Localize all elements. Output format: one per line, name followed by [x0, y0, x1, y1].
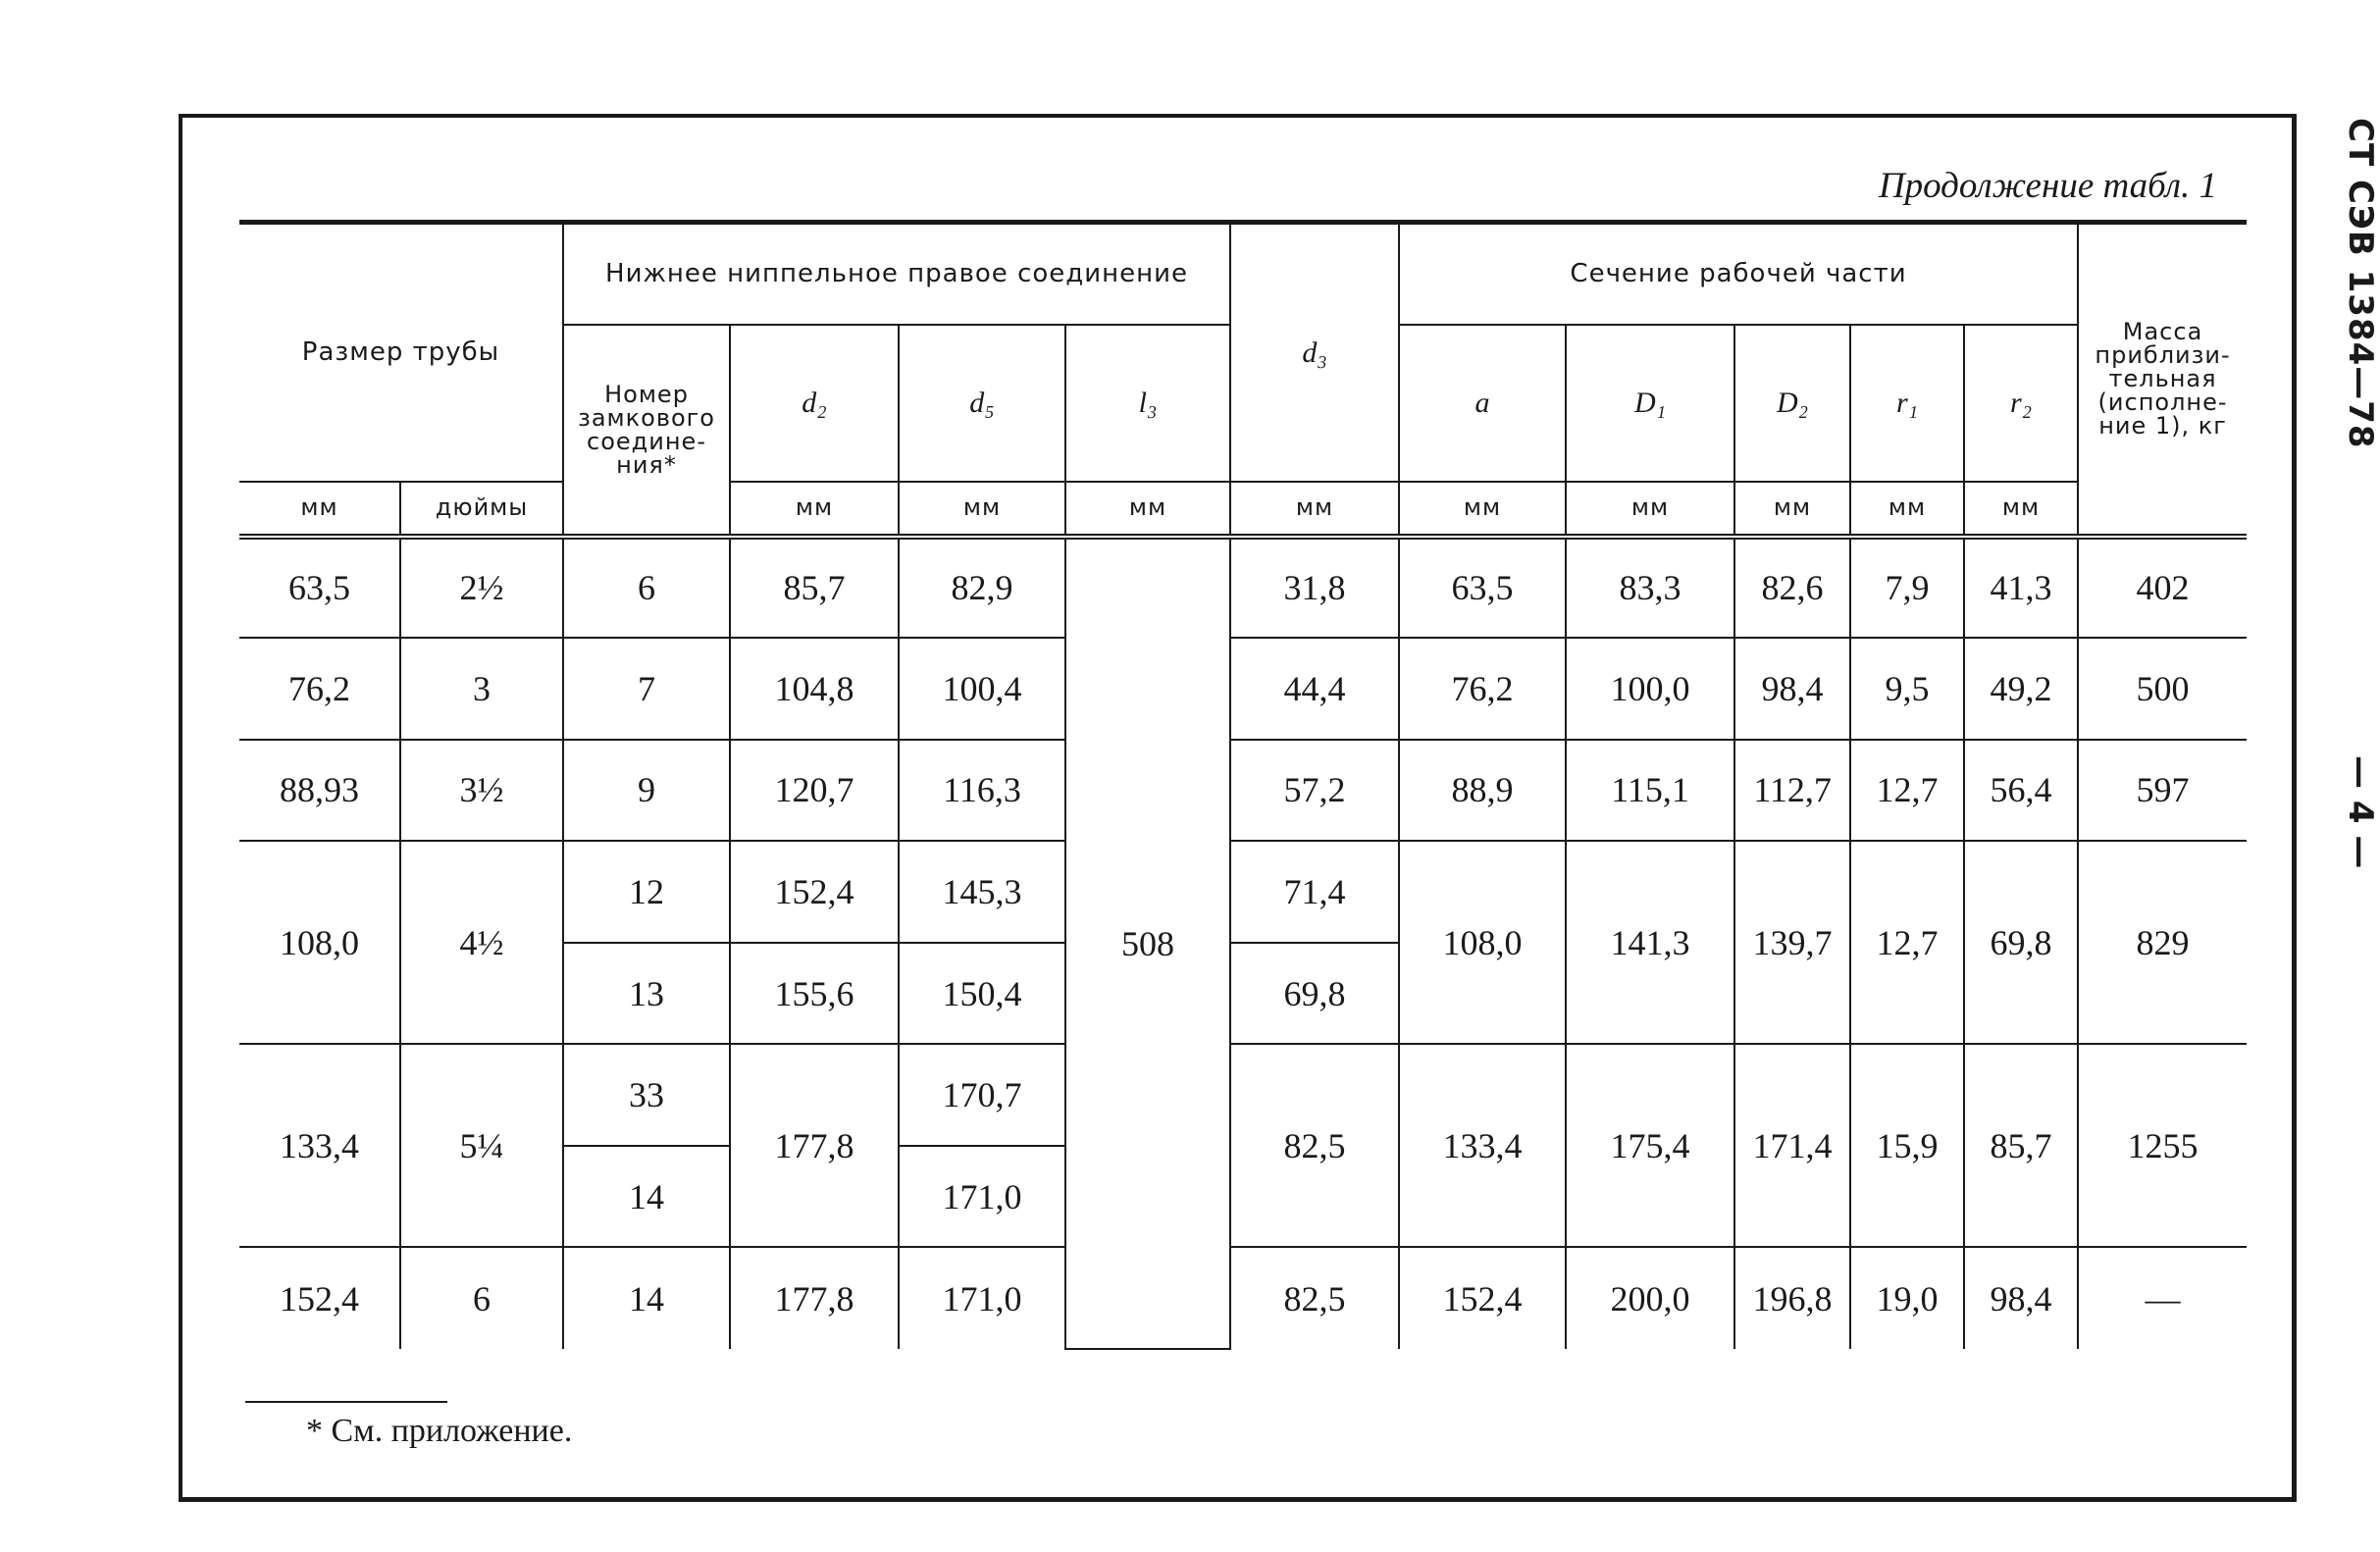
header-lower-nipple-connection: Нижнее ниппельное правое соединение	[563, 223, 1230, 325]
unit-d2: мм	[730, 482, 899, 537]
header-d2: d₂	[730, 325, 899, 482]
cell-r1: 12,7	[1850, 740, 1964, 842]
header-D1: D₁	[1566, 325, 1734, 482]
cell-D2: 196,8	[1734, 1247, 1850, 1349]
cell-r2: 49,2	[1964, 638, 2078, 740]
cell-mass: 829	[2078, 841, 2247, 1044]
cell-pipe-mm: 108,0	[239, 841, 400, 1044]
cell-d2: 177,8	[730, 1247, 899, 1349]
cell-d3: 82,5	[1230, 1044, 1399, 1247]
cell-pipe-mm: 63,5	[239, 537, 400, 639]
cell-d3: 44,4	[1230, 638, 1399, 740]
cell-r1: 15,9	[1850, 1044, 1964, 1247]
cell-lock-number: 14	[563, 1247, 730, 1349]
cell-d2: 104,8	[730, 638, 899, 740]
cell-r2: 41,3	[1964, 537, 2078, 639]
cell-d5: 171,0	[899, 1146, 1065, 1248]
unit-d3: мм	[1230, 482, 1399, 537]
cell-lock-number: 33	[563, 1044, 730, 1146]
cell-d5: 145,3	[899, 841, 1065, 943]
header-d5: d₅	[899, 325, 1065, 482]
cell-r1: 12,7	[1850, 841, 1964, 1044]
cell-mass: 1255	[2078, 1044, 2247, 1247]
cell-D1: 100,0	[1566, 638, 1734, 740]
cell-pipe-mm: 88,93	[239, 740, 400, 842]
cell-lock-number: 14	[563, 1146, 730, 1248]
cell-a: 88,9	[1399, 740, 1566, 842]
cell-a: 152,4	[1399, 1247, 1566, 1349]
cell-D1: 83,3	[1566, 537, 1734, 639]
cell-lock-number: 6	[563, 537, 730, 639]
cell-mass: 597	[2078, 740, 2247, 842]
specification-table	[239, 220, 2247, 1350]
cell-d5: 170,7	[899, 1044, 1065, 1146]
unit-r2: мм	[1964, 482, 2078, 537]
unit-pipe-mm: мм	[239, 482, 400, 537]
header-working-section: Сечение рабочей части	[1399, 223, 2078, 325]
table-row	[239, 1247, 2247, 1349]
cell-D2: 112,7	[1734, 740, 1850, 842]
unit-a: мм	[1399, 482, 1566, 537]
cell-d5: 150,4	[899, 943, 1065, 1045]
header-r2: r₂	[1964, 325, 2078, 482]
cell-d3: 31,8	[1230, 537, 1399, 639]
cell-D1: 141,3	[1566, 841, 1734, 1044]
cell-pipe-mm: 76,2	[239, 638, 400, 740]
cell-r1: 7,9	[1850, 537, 1964, 639]
unit-d5: мм	[899, 482, 1065, 537]
cell-mass: —	[2078, 1247, 2247, 1349]
page-frame-left	[179, 114, 182, 1501]
header-lock-number: Номер замкового соедине-ния*	[563, 325, 730, 537]
cell-lock-number: 12	[563, 841, 730, 943]
unit-D1: мм	[1566, 482, 1734, 537]
cell-D2: 139,7	[1734, 841, 1850, 1044]
page-frame-top	[182, 114, 2297, 118]
cell-d3: 82,5	[1230, 1247, 1399, 1349]
cell-pipe-inches: 3	[400, 638, 563, 740]
cell-d2: 155,6	[730, 943, 899, 1045]
cell-pipe-inches: 3½	[400, 740, 563, 842]
cell-lock-number: 13	[563, 943, 730, 1045]
cell-D2: 98,4	[1734, 638, 1850, 740]
cell-d2: 120,7	[730, 740, 899, 842]
cell-d5: 100,4	[899, 638, 1065, 740]
table-continuation-title: Продолжение табл. 1	[1878, 166, 2217, 206]
page-frame-bottom	[179, 1497, 2297, 1502]
cell-r2: 98,4	[1964, 1247, 2078, 1349]
table-row	[239, 1044, 2247, 1146]
cell-d2: 177,8	[730, 1044, 899, 1247]
cell-pipe-inches: 2½	[400, 537, 563, 639]
unit-r1: мм	[1850, 482, 1964, 537]
cell-a: 76,2	[1399, 638, 1566, 740]
header-r1: r₁	[1850, 325, 1964, 482]
cell-r2: 56,4	[1964, 740, 2078, 842]
cell-d5: 171,0	[899, 1247, 1065, 1349]
footnote-rule	[245, 1401, 447, 1403]
cell-pipe-mm: 133,4	[239, 1044, 400, 1247]
cell-D1: 200,0	[1566, 1247, 1734, 1349]
unit-l3: мм	[1065, 482, 1230, 537]
cell-pipe-inches: 5¼	[400, 1044, 563, 1247]
unit-D2: мм	[1734, 482, 1850, 537]
standard-code: СТ СЭВ 1384—78	[2341, 118, 2380, 449]
cell-d5: 82,9	[899, 537, 1065, 639]
header-l3: l₃	[1065, 325, 1230, 482]
cell-d2: 152,4	[730, 841, 899, 943]
cell-D2: 171,4	[1734, 1044, 1850, 1247]
cell-d3: 69,8	[1230, 943, 1399, 1045]
cell-d5: 116,3	[899, 740, 1065, 842]
cell-d3: 57,2	[1230, 740, 1399, 842]
page-frame-right	[2292, 114, 2297, 1501]
cell-D2: 82,6	[1734, 537, 1850, 639]
cell-a: 63,5	[1399, 537, 1566, 639]
header-D2: D₂	[1734, 325, 1850, 482]
cell-lock-number: 7	[563, 638, 730, 740]
cell-D1: 175,4	[1566, 1044, 1734, 1247]
cell-r2: 85,7	[1964, 1044, 2078, 1247]
unit-pipe-inches: дюймы	[400, 482, 563, 537]
cell-pipe-mm: 152,4	[239, 1247, 400, 1349]
cell-D1: 115,1	[1566, 740, 1734, 842]
header-d3: d₃	[1230, 223, 1399, 482]
cell-lock-number: 9	[563, 740, 730, 842]
header-a: a	[1399, 325, 1566, 482]
table-row	[239, 638, 2247, 740]
cell-r2: 69,8	[1964, 841, 2078, 1044]
table-row	[239, 537, 2247, 639]
table-row	[239, 841, 2247, 943]
cell-r1: 9,5	[1850, 638, 1964, 740]
footnote: * См. приложение.	[306, 1413, 573, 1449]
cell-pipe-inches: 4½	[400, 841, 563, 1044]
cell-mass: 500	[2078, 638, 2247, 740]
header-approx-mass: Масса приблизи-тельная (исполне-ние 1), кг	[2078, 223, 2247, 537]
cell-a: 133,4	[1399, 1044, 1566, 1247]
cell-mass: 402	[2078, 537, 2247, 639]
cell-l3: 508	[1065, 537, 1230, 1350]
cell-pipe-inches: 6	[400, 1247, 563, 1349]
cell-a: 108,0	[1399, 841, 1566, 1044]
cell-d3: 71,4	[1230, 841, 1399, 943]
cell-r1: 19,0	[1850, 1247, 1964, 1349]
page-number: — 4 —	[2341, 755, 2380, 869]
table-row	[239, 740, 2247, 842]
cell-d2: 85,7	[730, 537, 899, 639]
header-pipe-size: Размер трубы	[239, 223, 563, 482]
